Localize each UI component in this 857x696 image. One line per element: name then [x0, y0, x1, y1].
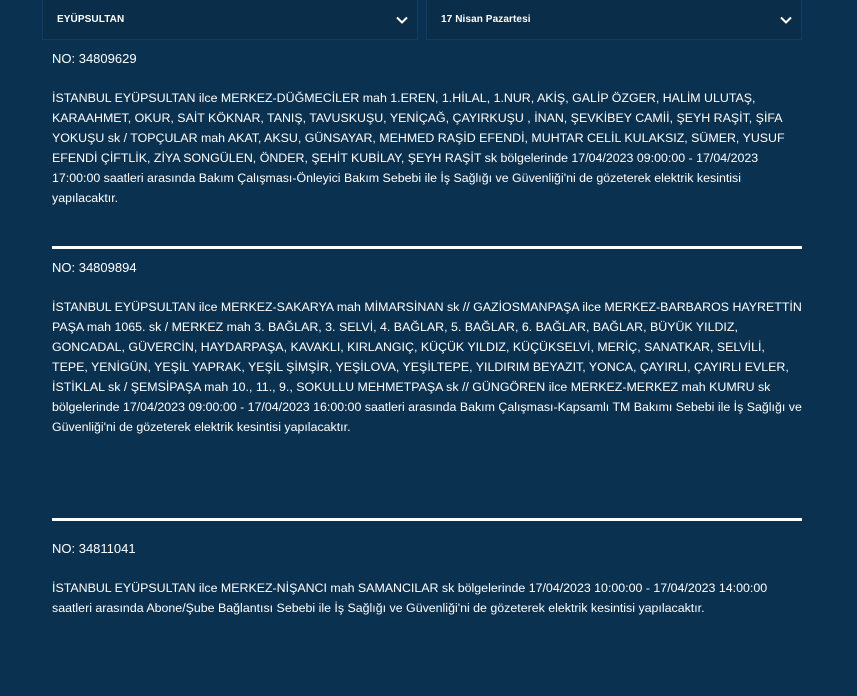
record-description: İSTANBUL EYÜPSULTAN ilce MERKEZ-DÜĞMECİLER mah 1.EREN, 1.HİLAL, 1.NUR, AKİŞ, GALİP ÖZGER, HALİM ULUTAŞ, KARAAHMET, OKUR, SAİT KÖKNAR, TANIŞ, TAVUSKUŞU, YENİÇAĞ, ÇAYIRKUŞU , İNAN, ŞEVKİBEY CAMİİ, ŞEYH RAŞİT, ŞİFA YOKUŞU sk / TOPÇULAR mah AKAT, AKSU, GÜNSAYAR, MEHMED RAŞİD EFENDİ, MUHTAR CELİL KULAKSIZ, SÜMER, YUSUF EFENDİ ÇİFTLİK, ZİYA SONGÜLEN, ÖNDER, ŞEHİT KUBİLAY, ŞEYH RAŞİT sk bölgelerinde 17/04/2023 09:00:00 - 17/04/2023 17:00:00 saatleri arasında Bakım Çalışması-Önleyici Bakım Sebebi ile İş Sağlığı ve Güvenliği'ni de gözeterek elektrik kesintisi yapılacaktır. — [52, 91, 785, 205]
record-description: İSTANBUL EYÜPSULTAN ilce MERKEZ-NİŞANCI mah SAMANCILAR sk bölgelerinde 17/04/2023 10:00:00 - 17/04/2023 14:00:00 saatleri arasında Abone/Şube Bağlantısı Sebebi ile İş Sağlığı ve Güvenliği'ni de gözeterek elektrik kesintisi yapılacaktır. — [52, 581, 768, 615]
outage-record — [52, 249, 802, 518]
outage-record — [52, 40, 802, 246]
outage-record — [52, 521, 802, 618]
district-select[interactable] — [42, 0, 418, 40]
record-number: NO: 34809629 — [52, 51, 137, 66]
outage-list — [52, 40, 802, 618]
chevron-down-icon — [779, 13, 793, 27]
record-description: İSTANBUL EYÜPSULTAN ilce MERKEZ-SAKARYA mah MİMARSİNAN sk // GAZİOSMANPAŞA ilce MERKEZ-BARBAROS HAYRETTİN PAŞA mah 1065. sk / MERKEZ mah 3. BAĞLAR, 3. SELVİ, 4. BAĞLAR, 5. BAĞLAR, 6. BAĞLAR, BAĞLAR, BÜYÜK YILDIZ, GONCADAL, GÜVERCİN, HAYDARPAŞA, KAVAKLI, KIRLANGIÇ, KÜÇÜK YILDIZ, KÜÇÜKSELVİ, MERİÇ, SANATKAR, SELVİLİ, TEPE, YENİGÜN, YEŞİL YAPRAK, YEŞİL ŞİMŞİR, YEŞİLOVA, YEŞİLTEPE, YILDIRIM BEYAZIT, YONCA, ÇAYIRLI, ÇAYIRLI EVLER, İSTİKLAL sk / ŞEMSİPAŞA mah 10., 11., 9., SOKULLU MEHMETPAŞA sk // GÜNGÖREN ilce MERKEZ-MERKEZ mah KUMRU sk bölgelerinde 17/04/2023 09:00:00 - 17/04/2023 16:00:00 saatleri arasında Bakım Çalışması-Kapsamlı TM Bakımı Sebebi ile İş Sağlığı ve Güvenliği'ni de gözeterek elektrik kesintisi yapılacaktır. — [52, 300, 802, 434]
filter-bar — [42, 0, 802, 40]
record-number: NO: 34809894 — [52, 260, 137, 275]
chevron-down-icon — [395, 13, 409, 27]
record-number: NO: 34811041 — [52, 541, 136, 556]
date-select[interactable] — [426, 0, 802, 40]
date-select-value: 17 Nisan Pazartesi — [441, 14, 531, 25]
district-select-value: EYÜPSULTAN — [57, 14, 125, 25]
